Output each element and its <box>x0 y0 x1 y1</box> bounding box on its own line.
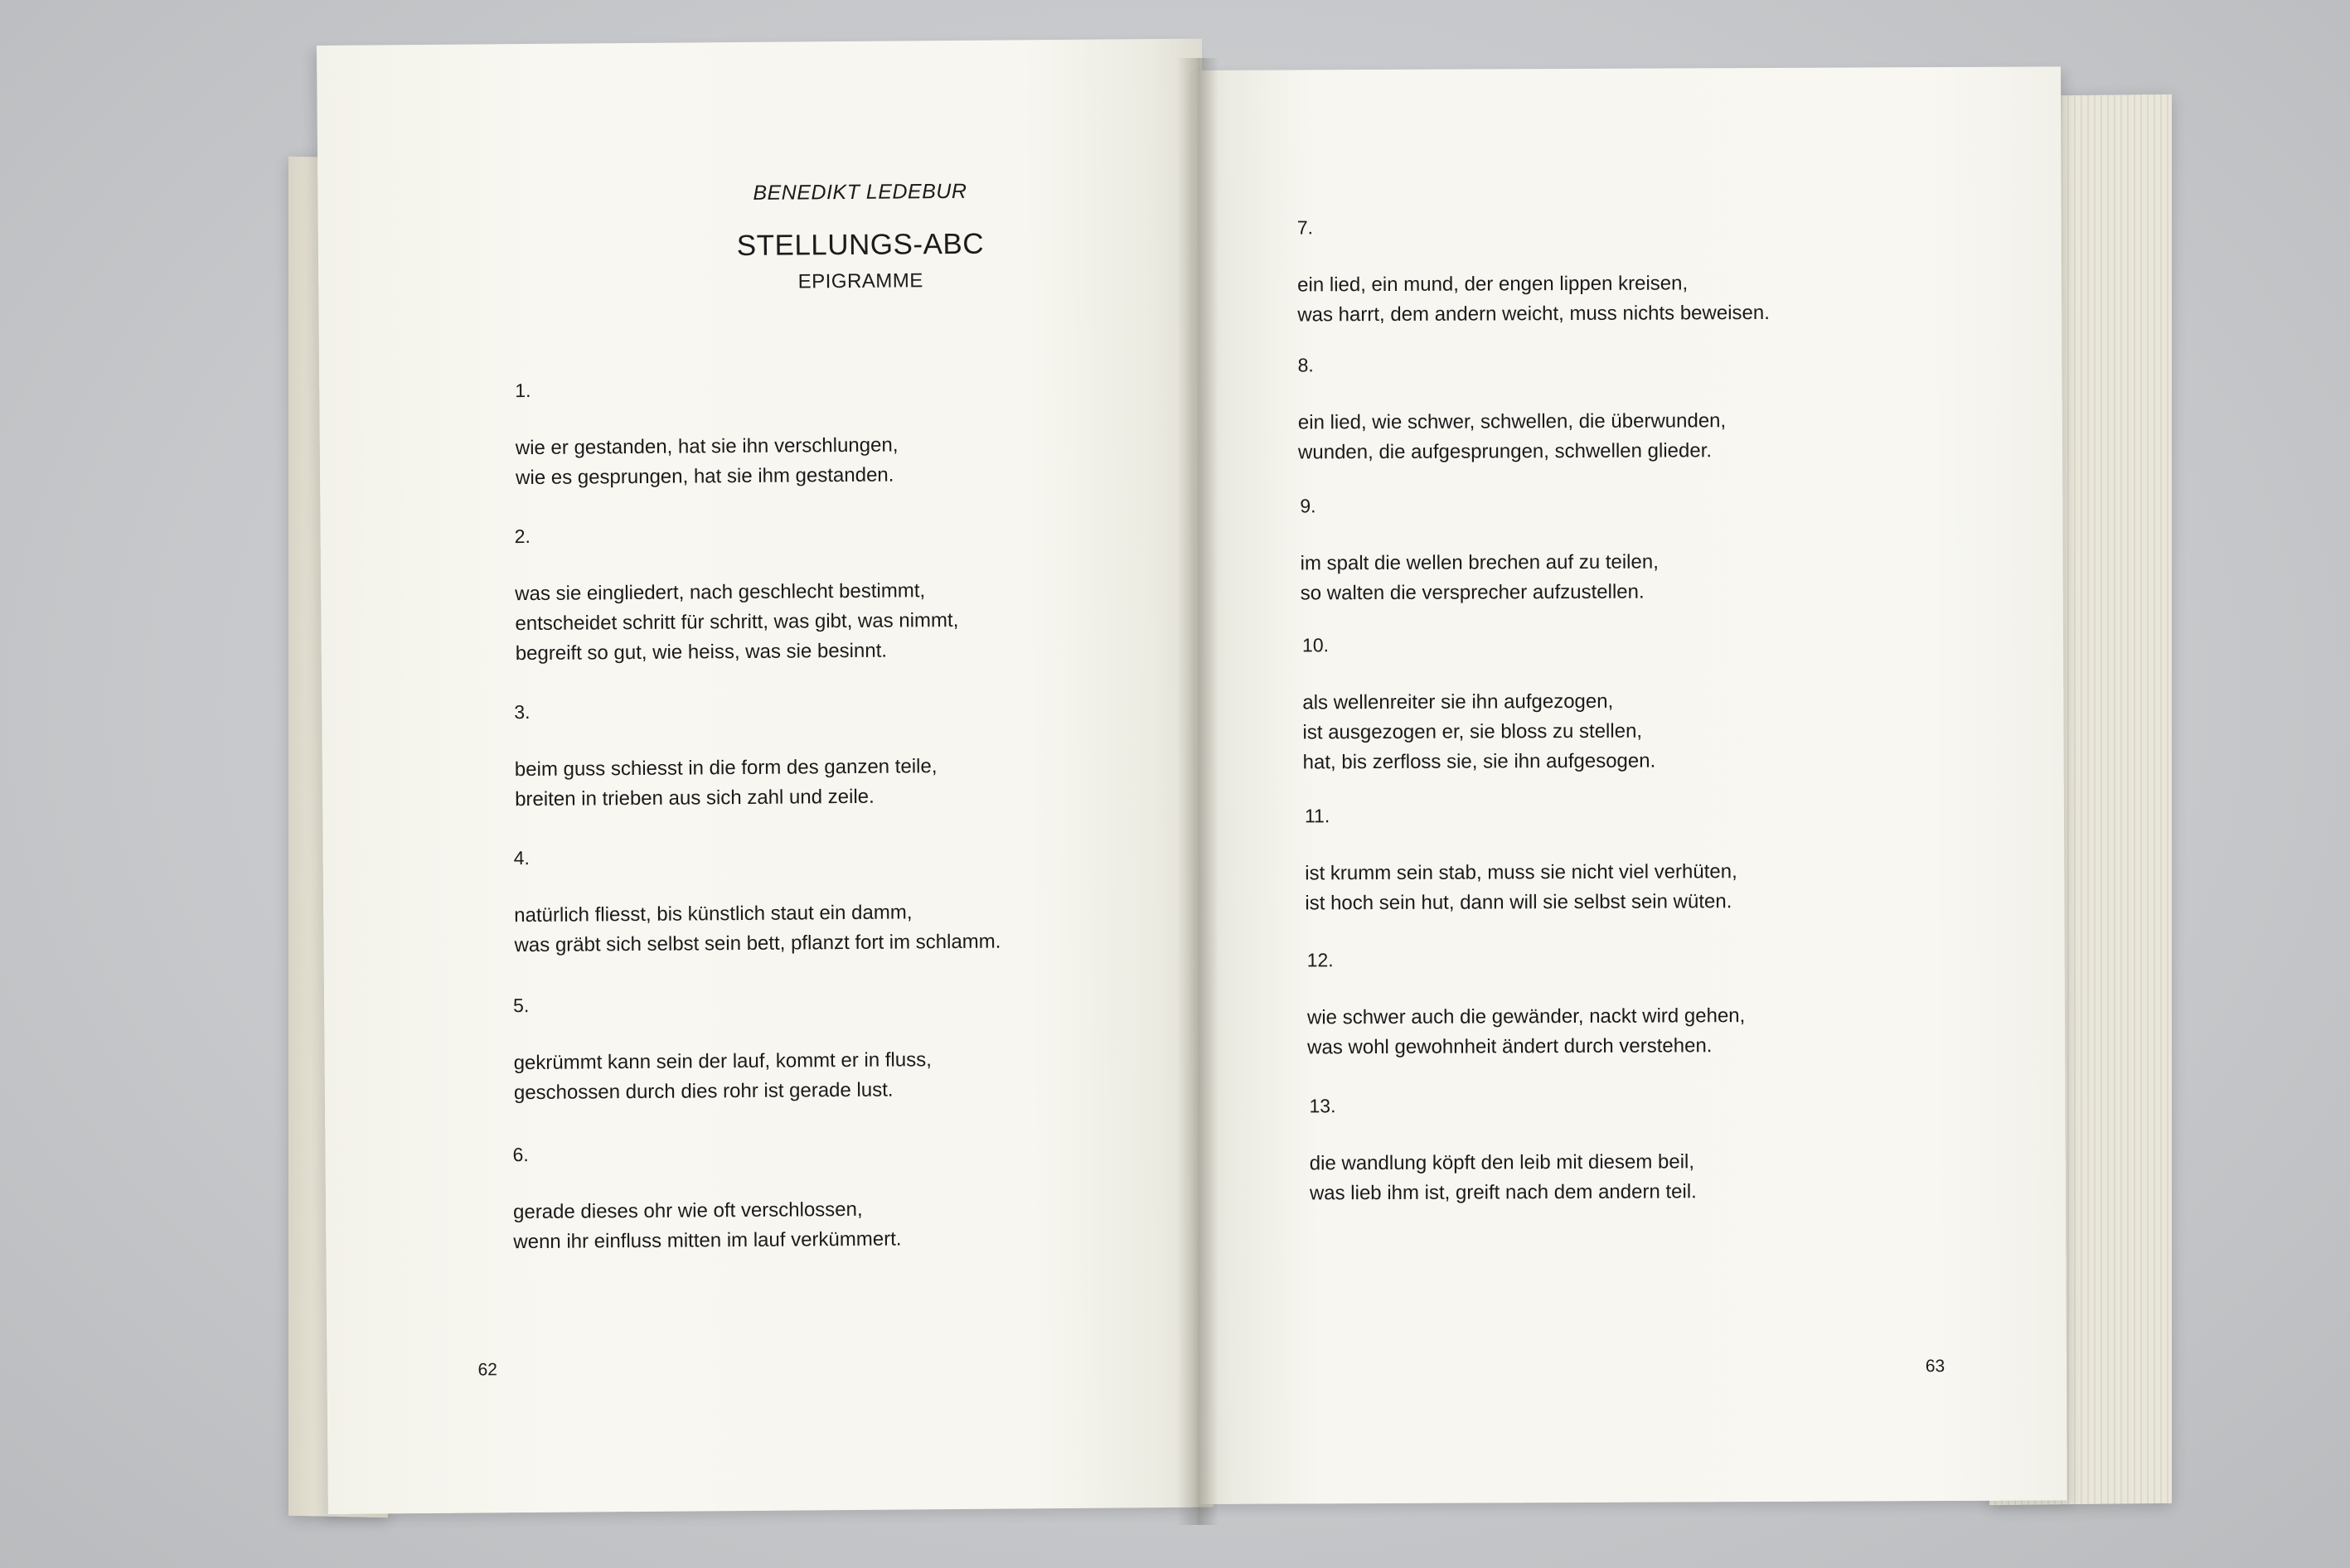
epigram-text <box>1305 857 1737 918</box>
poem-title: STELLUNGS-ABC <box>736 227 985 263</box>
epigram-text <box>514 1045 933 1108</box>
epigram-9 <box>1300 490 1659 609</box>
left-page <box>317 39 1214 1514</box>
epigram-2 <box>515 518 959 669</box>
epigram-line: was wohl gewohnheit ändert durch verstehen. <box>1307 1034 1713 1059</box>
epigram-text <box>516 431 899 494</box>
epigram-number: 6. <box>512 1144 529 1166</box>
epigram-number: 8. <box>1297 354 1314 376</box>
epigram-line: wie schwer auch die gewänder, nackt wird gehen, <box>1306 1004 1746 1029</box>
epigram-line: ist krumm sein stab, muss sie nicht viel verhüten, <box>1305 860 1737 885</box>
epigram-line: ist hoch sein hut, dann will sie selbst sein wüten. <box>1305 890 1732 915</box>
epigram-6 <box>512 1137 901 1258</box>
epigram-text <box>1307 1001 1746 1062</box>
epigram-text <box>515 752 938 815</box>
epigram-line: natürlich fliesst, bis künstlich staut ein damm, <box>514 901 913 927</box>
epigram-7 <box>1297 211 1770 330</box>
epigram-number: 10. <box>1301 634 1330 656</box>
page-number-right: 63 <box>1925 1357 1945 1377</box>
epigram-13 <box>1309 1089 1697 1208</box>
epigram-3 <box>514 694 938 815</box>
page-number-left: 62 <box>477 1360 498 1380</box>
author-name: BENEDIKT LEDEBUR <box>753 179 967 205</box>
epigram-line: die wandlung köpft den leib mit diesem beil, <box>1309 1150 1695 1175</box>
poem-subtitle: EPIGRAMME <box>797 269 923 293</box>
epigram-line: wenn ihr einfluss mitten im lauf verkümmert. <box>513 1227 902 1254</box>
epigram-line: gekrümmt kann sein der lauf, kommt er in fluss, <box>513 1048 932 1075</box>
epigram-line: entscheidet schritt für schritt, was gibt, was nimmt, <box>515 608 959 636</box>
epigram-text <box>1310 1147 1697 1208</box>
epigram-text <box>1301 548 1660 609</box>
epigram-number: 7. <box>1296 216 1314 239</box>
epigram-line: ein lied, ein mund, der engen lippen kreisen, <box>1297 272 1689 297</box>
epigram-line: ein lied, wie schwer, schwellen, die überwunden, <box>1297 409 1727 434</box>
epigram-line: gerade dieses ohr wie oft verschlossen, <box>512 1198 863 1224</box>
epigram-5 <box>513 987 932 1108</box>
right-page <box>1190 66 2067 1504</box>
epigram-line: was harrt, dem andern weicht, muss nichts beweisen. <box>1297 301 1770 327</box>
epigram-number: 12. <box>1306 949 1334 971</box>
epigram-8 <box>1297 348 1726 467</box>
epigram-text <box>515 576 959 669</box>
epigram-text <box>513 1195 902 1258</box>
epigram-line: als wellenreiter sie ihn aufgezogen, <box>1302 690 1614 714</box>
epigram-line: hat, bis zerfloss sie, sie ihn aufgesogen. <box>1302 749 1656 774</box>
epigram-line: ist ausgezogen er, sie bloss zu stellen, <box>1302 719 1643 744</box>
epigram-text <box>1297 269 1770 330</box>
epigram-4 <box>514 840 1001 961</box>
book-gutter <box>1177 58 1219 1525</box>
epigram-line: wie er gestanden, hat sie ihn verschlungen, <box>515 433 899 460</box>
epigram-line: wunden, die aufgesprungen, schwellen glieder. <box>1297 439 1713 464</box>
epigram-number: 2. <box>514 525 531 548</box>
epigram-number: 5. <box>513 995 530 1017</box>
epigram-number: 4. <box>513 847 530 869</box>
epigram-line: im spalt die wellen brechen auf zu teilen, <box>1300 550 1659 575</box>
epigram-line: beim guss schiesst in die form des ganzen teile, <box>514 755 938 782</box>
epigram-1 <box>515 373 899 494</box>
epigram-text <box>514 898 1001 961</box>
epigram-number: 3. <box>514 701 531 724</box>
epigram-line: geschossen durch dies rohr ist gerade lust. <box>513 1078 894 1105</box>
epigram-line: was sie eingliedert, nach geschlecht bestimmt, <box>515 579 926 606</box>
epigram-text <box>1298 406 1727 467</box>
epigram-number: 9. <box>1300 495 1316 517</box>
epigram-number: 13. <box>1309 1095 1336 1117</box>
epigram-line: so walten die versprecher aufzustellen. <box>1300 580 1645 605</box>
epigram-11 <box>1305 799 1737 918</box>
epigram-number: 11. <box>1304 805 1330 827</box>
epigram-line: was lieb ihm ist, greift nach dem andern teil. <box>1309 1180 1697 1205</box>
epigram-line: wie es gesprungen, hat sie ihm gestanden. <box>515 463 894 490</box>
epigram-line: breiten in trieben aus sich zahl und zeile. <box>515 785 875 811</box>
epigram-10 <box>1302 629 1655 778</box>
epigram-text <box>1302 687 1655 778</box>
epigram-number: 1. <box>515 379 531 402</box>
epigram-line: was gräbt sich selbst sein bett, pflanzt fort im schlamm. <box>514 930 1001 957</box>
epigram-12 <box>1307 943 1746 1062</box>
epigram-line: begreift so gut, wie heiss, was sie besinnt. <box>515 639 888 665</box>
